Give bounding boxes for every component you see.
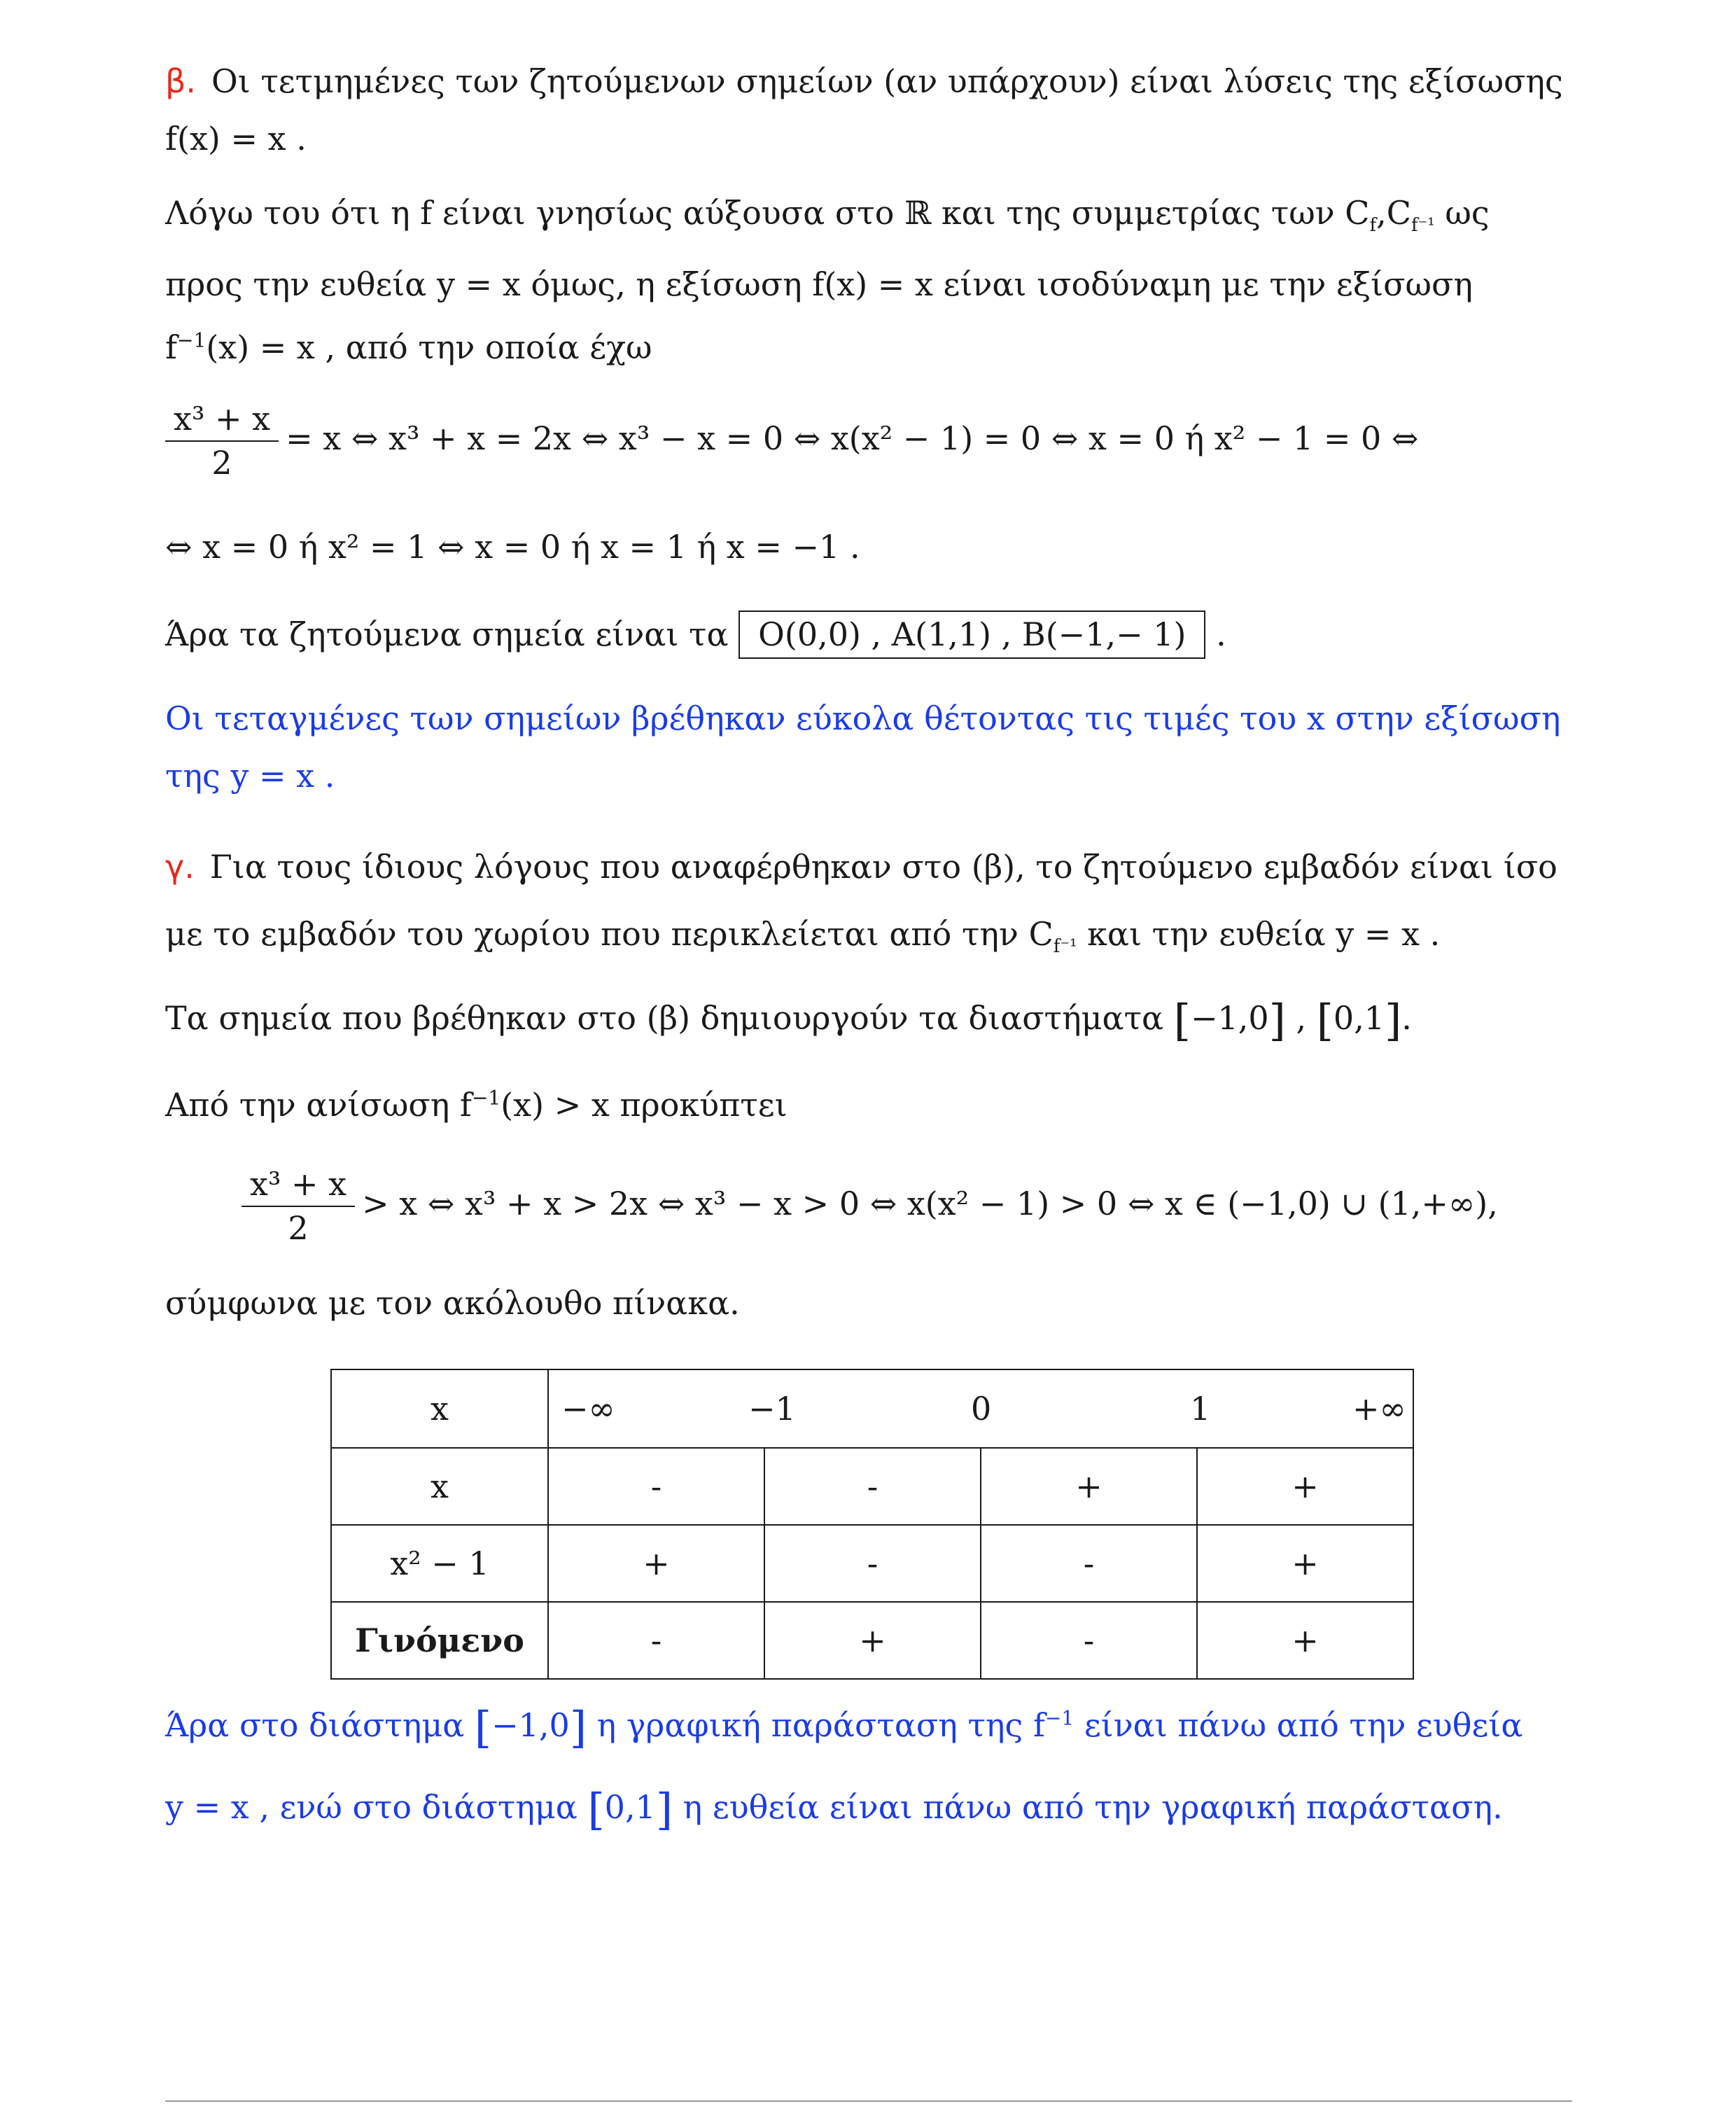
- gamma-text-4a: Από την ανίσωση f: [165, 1086, 472, 1124]
- row-label: Γινόμενο: [331, 1602, 548, 1679]
- table-row: [331, 1525, 1413, 1602]
- gamma-line-4: [165, 1087, 788, 1124]
- bracket-open: [: [474, 1702, 492, 1753]
- bracket-open: [: [1173, 995, 1191, 1046]
- sign-cell: -: [981, 1602, 1197, 1679]
- conclusion-interval-2: 0,1: [604, 1788, 656, 1826]
- conclusion-text-1b: η γραφική παράσταση της f: [587, 1706, 1045, 1744]
- gamma-text-1: Για τους ίδιους λόγους που αναφέρθηκαν στο (β), το ζητούμενο εμβαδόν είναι ίσο: [209, 848, 1558, 886]
- conclusion-text-2b: η ευθεία είναι πάνω από την γραφική παράσταση.: [673, 1788, 1503, 1826]
- interval-1: −1,0: [1190, 999, 1269, 1037]
- part-gamma-label: γ.: [165, 848, 195, 886]
- answer-suffix: .: [1205, 615, 1226, 653]
- beta-line-2: f(x) = x .: [165, 120, 307, 158]
- sign-cell: -: [548, 1602, 764, 1679]
- gamma-line-2: [165, 915, 1441, 958]
- conclusion-line-1: [165, 1702, 1523, 1753]
- interval-separator: ,: [1285, 999, 1317, 1037]
- sign-cell: -: [764, 1525, 981, 1602]
- conclusion-line-2: [165, 1784, 1503, 1835]
- beta-note-1: Οι τεταγμένες των σημείων βρέθηκαν εύκολα θέτοντας τις τιμές του x στην εξίσωση: [165, 699, 1561, 737]
- gamma-text-4b: (x) > x προκύπτει: [500, 1086, 788, 1124]
- table-row: [331, 1602, 1413, 1679]
- beta-equation-1-rest: = x ⇔ x³ + x = 2x ⇔ x³ − x = 0 ⇔ x(x² − 1) = 0 ⇔ x = 0 ή x² − 1 = 0 ⇔: [286, 419, 1419, 457]
- sign-table: [330, 1369, 1414, 1680]
- point-one: 1: [1190, 1390, 1211, 1428]
- beta-sup: −1: [177, 328, 206, 352]
- gamma-text-2b: και την ευθεία y = x .: [1077, 915, 1441, 953]
- bracket-open: [: [1316, 995, 1334, 1046]
- beta-line-1: [165, 63, 1563, 100]
- row-label: x² − 1: [331, 1525, 548, 1602]
- row-label: x: [331, 1448, 548, 1525]
- table-header-label: x: [331, 1369, 548, 1448]
- part-beta-label: β.: [165, 62, 196, 100]
- gamma-sup: −1: [471, 1086, 501, 1110]
- gamma-line-5: σύμφωνα με τον ακόλουθο πίνακα.: [165, 1284, 740, 1322]
- sign-cell: +: [981, 1448, 1197, 1525]
- beta-line-5: [165, 329, 652, 366]
- gamma-sub-finv: f⁻¹: [1053, 936, 1077, 958]
- beta-equation-1: [165, 400, 1418, 482]
- sign-cell: -: [764, 1448, 981, 1525]
- point-neg-one: −1: [748, 1390, 796, 1428]
- fraction-numerator: x³ + x: [165, 400, 279, 442]
- beta-text-3c: ως: [1434, 194, 1490, 232]
- fraction-denominator: 2: [288, 1208, 309, 1247]
- bracket-open: [: [587, 1784, 605, 1835]
- beta-note-2: της y = x .: [165, 757, 335, 795]
- beta-text-1: Οι τετμημένες των ζητούμενων σημείων (αν υπάρχουν) είναι λύσεις της εξίσωσης: [211, 62, 1563, 100]
- beta-sub-f: f: [1369, 215, 1377, 237]
- conclusion-text-2a: y = x , ενώ στο διάστημα: [165, 1788, 588, 1826]
- gamma-fraction: [241, 1166, 355, 1247]
- beta-answer: [165, 611, 1226, 659]
- gamma-equation: [241, 1166, 1498, 1247]
- interval-2: 0,1: [1333, 999, 1385, 1037]
- beta-equation-2: ⇔ x = 0 ή x² = 1 ⇔ x = 0 ή x = 1 ή x = −1 .: [165, 528, 860, 566]
- sign-cell: +: [764, 1602, 981, 1679]
- gamma-text-3a: Τα σημεία που βρέθηκαν στο (β) δημιουργούν τα διαστήματα: [165, 999, 1174, 1037]
- beta-line-3: [165, 194, 1490, 237]
- table-header-points: [548, 1369, 1413, 1448]
- line-end: .: [1401, 999, 1412, 1037]
- point-zero: 0: [971, 1390, 992, 1428]
- fraction-denominator: 2: [211, 443, 232, 482]
- footer-rule: [165, 2100, 1572, 2102]
- bracket-close: ]: [655, 1784, 673, 1835]
- beta-fraction: [165, 400, 279, 482]
- beta-line-4: προς την ευθεία y = x όμως, η εξίσωση f(x) = x είναι ισοδύναμη με την εξίσωση: [165, 265, 1473, 303]
- point-pos-inf: +∞: [1352, 1390, 1406, 1428]
- answer-box: O(0,0) , A(1,1) , B(−1,− 1): [738, 611, 1205, 659]
- point-neg-inf: −∞: [561, 1390, 615, 1428]
- sign-cell: -: [548, 1448, 764, 1525]
- conclusion-text-1a: Άρα στο διάστημα: [165, 1706, 475, 1744]
- bracket-close: ]: [1268, 995, 1286, 1046]
- answer-prefix: Άρα τα ζητούμενα σημεία είναι τα: [165, 615, 739, 653]
- bracket-close: ]: [1385, 995, 1402, 1046]
- beta-text-5b: (x) = x , από την οποία έχω: [206, 328, 652, 366]
- gamma-line-1: [165, 849, 1558, 886]
- sign-cell: +: [548, 1525, 764, 1602]
- conclusion-text-1c: είναι πάνω από την ευθεία: [1074, 1706, 1523, 1744]
- beta-text-3a: Λόγω του ότι η f είναι γνησίως αύξουσα στο ℝ και της συμμετρίας των C: [165, 194, 1370, 232]
- conclusion-sup: −1: [1044, 1706, 1074, 1730]
- table-row: [331, 1448, 1413, 1525]
- gamma-line-3: [165, 995, 1412, 1046]
- sign-cell: -: [981, 1525, 1197, 1602]
- beta-text-3b: ,C: [1376, 194, 1411, 232]
- sign-cell: +: [1197, 1525, 1413, 1602]
- conclusion-interval-1: −1,0: [491, 1706, 570, 1744]
- beta-sub-finv: f⁻¹: [1410, 215, 1435, 237]
- beta-text-5a: f: [165, 328, 178, 366]
- sign-cell: +: [1197, 1448, 1413, 1525]
- points-row: [549, 1370, 1413, 1447]
- gamma-text-2a: με το εμβαδόν του χωρίου που περικλείεται από την C: [165, 915, 1054, 953]
- gamma-equation-rest: > x ⇔ x³ + x > 2x ⇔ x³ − x > 0 ⇔ x(x² − 1) > 0 ⇔ x ∈ (−1,0) ∪ (1,+∞),: [362, 1184, 1498, 1222]
- bracket-close: ]: [569, 1702, 587, 1753]
- table-header-row: [331, 1369, 1413, 1448]
- sign-cell: +: [1197, 1602, 1413, 1679]
- fraction-numerator: x³ + x: [241, 1166, 355, 1207]
